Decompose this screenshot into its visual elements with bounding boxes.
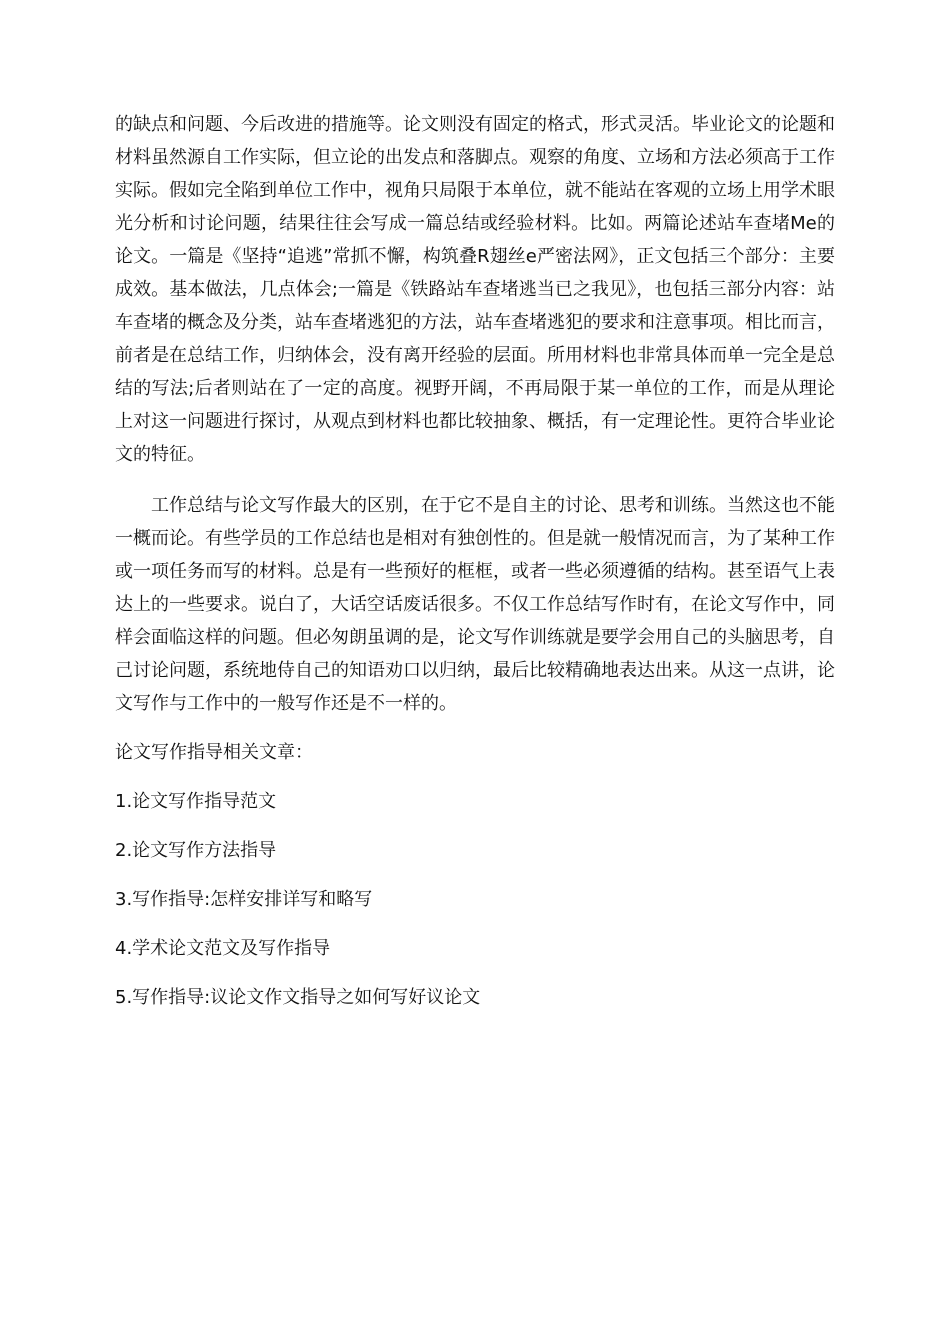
body-paragraph-2: 工作总结与论文写作最大的区别，在于它不是自主的讨论、思考和训练。当然这也不能一概而论。有些学员的工作总结也是相对有独创性的。但是就一般情况而言，为了某种工作或一项任务而写的材料。总是有一些预好的框框，或者一些必须遵循的结构。甚至语气上表达上的一些要求。说白了，大话空话废话很多。不仅工作总结写作时有，在论文写作中，同样会面临这样的问题。但必匆朗虽调的是，论文写作训练就是要学会用自己的头脑思考，自己讨论问题，系统地侍自己的知语劝口以归纳，最后比较精确地表达出来。从这一点讲，论文写作与工作中的一般写作还是不一样的。 bbox=[115, 495, 835, 714]
body-paragraph-1: 的缺点和问题、今后改进的措施等。论文则没有固定的格式，形式灵活。毕业论文的论题和材料虽然源自工作实际，但立论的出发点和落脚点。观察的角度、立场和方法必须高于工作实际。假如完全陷到单位工作中，视角只局限于本单位，就不能站在客观的立场上用学术眼光分析和讨论问题，结果往往会写成一篇总结或经验材料。比如。两篇论述站车查堵Me的论文。一篇是《坚持“追逃”常抓不懈，构筑叠R翅丝e严密法网》，正文包括三个部分：主要成效。基本做法，几点体会;一篇是《铁路站车查堵逃当已之我见》，也包括三部分内容：站车查堵的概念及分类，站车查堵逃犯的方法，站车查堵逃犯的要求和注意事项。相比而言，前者是在总结工作，归纳体会，没有离开经验的层面。所用材料也非常具体而单一完全是总结的写法;后者则站在了一定的高度。视野开阔，不再局限于某一单位的工作，而是从理论上对这一问题进行探讨，从观点到材料也都比较抽象、概括，有一定理论性。更符合毕业论文的特征。 bbox=[115, 114, 835, 465]
related-article-item-3: 3.写作指导:怎样安排详写和略写 bbox=[115, 889, 373, 910]
related-articles-list bbox=[115, 785, 835, 1014]
related-article-item-5: 5.写作指导:议论文作文指导之如何写好议论文 bbox=[115, 987, 481, 1008]
related-article-item-1: 1.论文写作指导范文 bbox=[115, 791, 277, 812]
related-article-item-2: 2.论文写作方法指导 bbox=[115, 840, 277, 861]
related-articles-heading: 论文写作指导相关文章： bbox=[115, 742, 313, 763]
related-article-item-4: 4.学术论文范文及写作指导 bbox=[115, 938, 331, 959]
document-page bbox=[115, 108, 835, 1030]
